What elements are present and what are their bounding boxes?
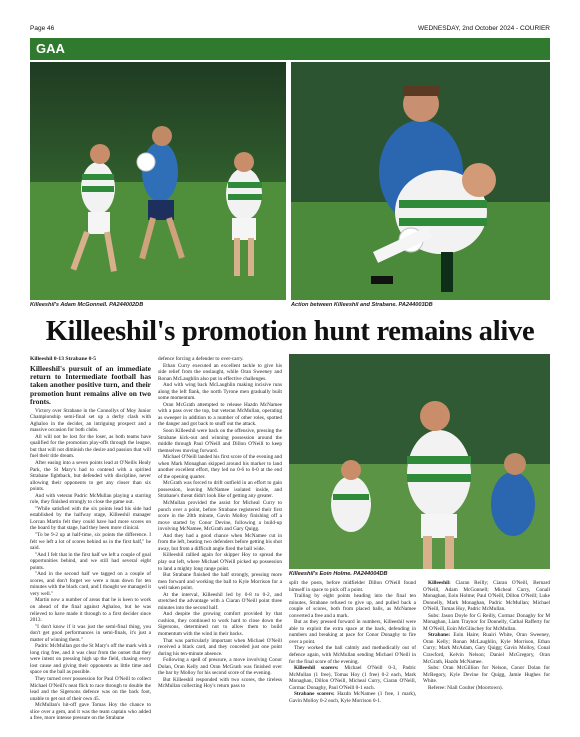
paragraph: And they had a good chance when McNamee cut in from the left, beating two defenders before getting his shot away, but from a difficult angle fired the ball wide. [158,532,282,552]
team-paragraph [423,632,550,665]
paragraph: "While satisfied with the six points lead his side had established by the halfway stage, Killeeshil manager Lorcan Martin felt they could have had more scores on the board by that stage, had they been more clinical. [30,505,151,532]
paragraph: And with wing back McLaughlin making incisive runs along the left flank, the north Tyrone men gradually built some momentum. [158,382,282,402]
paragraph: "And I felt that in the first half we left a couple of goal opportunities behind, and we still had several eight points. [30,551,151,571]
paragraph: At the interval, Killeeshil led by 0-8 to 0-2, and stretched the advantage with a Ciaran O'Neill point three minutes into the second half. [158,591,282,611]
paragraph: They turned over possession for Paul O'Neill to collect Michael O'Neill's neat flick to race through to double the lead and the Sigersons defence was on the back foot, unable to get out of their own 45. [30,676,151,702]
score-line: Killeeshil 0-13 Strabane 0-5 [30,356,97,362]
paragraph: Killeeshil rallied again for skipper Hoy to spread the play out left, where Michael O'Neill picked up possession to land a mighty long range point. [158,552,282,572]
article-intro: Killeeshil's pursuit of an immediate return to Intermediate football has taken another positive turn, and their promotion hunt remains alive on two fronts. [30,363,151,407]
photo-eoin-holme [289,354,550,569]
article-headline: Killeeshil's promotion hunt remains alive [45,316,535,347]
scorers-label: Killeeshil scorers: [294,665,339,672]
paragraph: But Strabane finished the half strongly, pressing more men forward and working the ball to Kyle Morrison for a well taken point. [158,572,282,592]
team-label: Strabane: [428,632,451,639]
scorers-paragraph [289,665,416,691]
paragraph: All will not be lost for the loser, as both teams have qualified for the promotion play-offs through the league, but that will not diminish the desire and passion that will fuel their title dream. [30,433,151,460]
team-label: Killeeshil: [428,580,451,586]
photo-action-strabane [291,62,550,300]
photo-caption-3: Killeeshil's Eoin Holme. PA244004DB [289,571,388,577]
paragraph: Martin now a number of areas that he is keen to work on ahead of the final against Aghaloo, but he was relieved to have made it through to a first decider since 2013. [30,597,151,624]
team-lineup: Eoin Haire; Ruairi White, Oran Sweeney, Oran Kelly; Ronan McLaughlin, Kyle Morrison, Ethan Curry; Mark McAdam, Gary Quigg; Gavin Molloy, Conal Crawford, Kelvin Nelson; Daniel McGregory, Oran McGrath, Hazdn McNamee. [423,632,550,665]
section-banner: GAA [30,38,550,60]
paragraph: McMullan provided the assist for Micheal Curry to punch over a point, before Strabane registered their first score in the 20th minute, Gavin Molloy finishing off a move started by Conor Devine, following a build-up involving McNamee, McGrath and Gary Quigg. [158,500,282,533]
photo-caption-1: Killeeshil's Adam McGonnell. PA244002DB [30,302,144,308]
team-lineup: Ciaran Reilly; Ciaran O'Neill, Bernard O'Neill, Adam McGonnell; Micheal Curry, Conall Monaghan, Eoin Holme; Paul O'Neill, Dillon O'Neill; Luke Donnelly, Mark Monaghan, Padric McMullan; Michael O'Neill, Tomas Hoy, Padric McMullan. [423,580,550,613]
paragraph: split the posts, before midfielder Dillon O'Neill found himself in space to pick off a point. [289,580,416,593]
scorers-text: Hazdn McNamee (1 free, 1 mark), Gavin Molloy 0-2 each, Kyle Morrison 0-1. [289,691,416,704]
paragraph: But Killeeshil responded with two scores, the tireless McMullan collecting Hoy's return pass to [158,676,282,690]
page-number: Page 46 [30,24,55,32]
referee-line: Referee: Niall Coulter (Moortown). [428,684,503,691]
article-column-2 [158,356,282,728]
paragraph: "To be 9-2 up at half-time, six points the difference. I felt we left a lot of scores behind us in the first half," he said. [30,531,151,552]
team-paragraph [423,580,550,613]
page-header [30,22,550,34]
article-column-1 [30,356,151,728]
football-action-image [291,62,550,300]
subs-paragraph: Subs: Jason Doyle for G Reilly, Cormac Donaghy for M Monaghan, Liam Traynor for Donnelly, Cathal Rafferty for M O'Neill, Eoin McGlinchey for McMullan. [423,612,550,632]
paragraph: But as they pressed forward in numbers, Killeeshil were able to exploit the extra space at the back, defending in numbers and breaking at pace for Conor Donaghy to fire over a point. [289,619,416,645]
paragraph: McGrath was forced to drift outfield in an effort to gain possession, leaving McNamee isolated inside, and Strabane's threat didn't look like of getting any greater. [158,480,282,500]
paragraph: Ethan Curry executed an excellent tackle to give his side relief from the onslaught, while Oran Sweeney and Ronan McLaughlin also put in effective challenges. [158,362,282,382]
subs-paragraph: Subs: Oran McGillion for Nelson, Conor Dolan for McRegory, Kyle Devine for Quigg, Jamie Hughes for White. [423,665,550,685]
paragraph: After easing into a seven points lead at O'Neills Healy Park, the St Mary's had to contend with a spirited Strabane fightback, but defended with discipline, never allowing their opponents to get any closer than six points. [30,459,151,493]
paragraph: And despite the growing comfort provided by that cushion, they continued to work hard to close down the Sigersons, determined not to allow them to build momentum with the wind in their backs. [158,611,282,637]
paragraph: defence forcing a defender to over-carry. [158,356,244,362]
paragraph: Padric McMullan got the St Mary's off the mark with a long ring free, and it was clear from the outset that they were intent on pressing high up the field, chasing every lost cause and giving their opponents as little time and space on the ball as possible. [30,643,151,676]
article-column-4 [423,580,550,730]
date-source: WEDNESDAY, 2nd October 2024 - COURIER [418,24,550,32]
football-action-image [30,62,286,300]
scorers-paragraph [289,691,416,704]
paragraph: Trailing by eight points heading into the final ten minutes, Strabane refused to give up, and pulled back a couple of scores, both from placed balls, as McNamee converted a free and a mark. [289,593,416,619]
football-action-image [289,354,550,569]
paragraph: McMullan's hit-off gave Tomas Hoy the chance to slice over a gem, and it was the team captain who added a free, more intense pressure on the Strabane [30,702,151,722]
photo-adam-mcgonnell [30,62,286,300]
paragraph: Victory over Strabane in the Connollys of Moy Junior Championship semi-final set up a derby clash with Aghaloo in the decider, an intriguing prospect and a massive occasion for both clubs. [30,407,151,434]
paragraph: "And in the second half we tagged on a couple of scores, and don't forget we were a man down for ten minutes with the black card, and I thought we managed it very well." [30,571,151,597]
paragraph: That was particularly important when Michael O'Neill received a black card, and they conceded just one point during his ten-minute absence. [158,637,282,657]
photo-caption-2: Action between Killeeshil and Strabane. PA244003DB [291,302,433,308]
paragraph: They worked the ball calmly and methodically out of defence again, with McMullan sending Michael O'Neill in for the final score of the evening. [289,645,416,665]
paragraph: Oran McGrath attempted to release Hazdn McNamee with a pass over the top, but veteran McMullan, operating as sweeper in addition to a number of other roles, spotted the danger and got back to snuff out the attack. [158,401,282,428]
scorers-text: Michael O'Neill 0-3, Padric McMullan (1 free), Tomas Hoy (1 free) 0-2 each, Mark Monaghan, Dillon O'Neill, Micheal Curry, Ciaran O'Neill, Cormac Donaghy, Paul O'Neill 0-1 each. [289,665,416,691]
paragraph: Soon Killeeshil were back on the offensive, pressing the Strabane kick-out and winning possession around the middle through Paul O'Neill and Dillon O'Neill to keep themselves moving forward. [158,428,282,454]
article-column-3 [289,580,416,730]
scorers-label: Strabane scorers: [294,691,335,698]
paragraph: "I don't know if it was just the semi-final thing, you don't get good performances in semi-finals, it's just a matter of winning them." [30,623,151,643]
paragraph: Following a spell of pressure, a move involving Conor Dolan, Oran Kelly and Oran McGrath was finished over the bar by Molloy for his second score of the evening. [158,657,282,677]
paragraph: Michael O'Neill landed his first score of the evening and when Mark Monaghan skipped around his marker to land another excellent effort, they led no 0-6 to 0-0 at the end of the opening quarter. [158,454,282,480]
paragraph: And with veteran Padric McMullan playing a starring role, they finished strongly to close the game out. [30,492,151,506]
